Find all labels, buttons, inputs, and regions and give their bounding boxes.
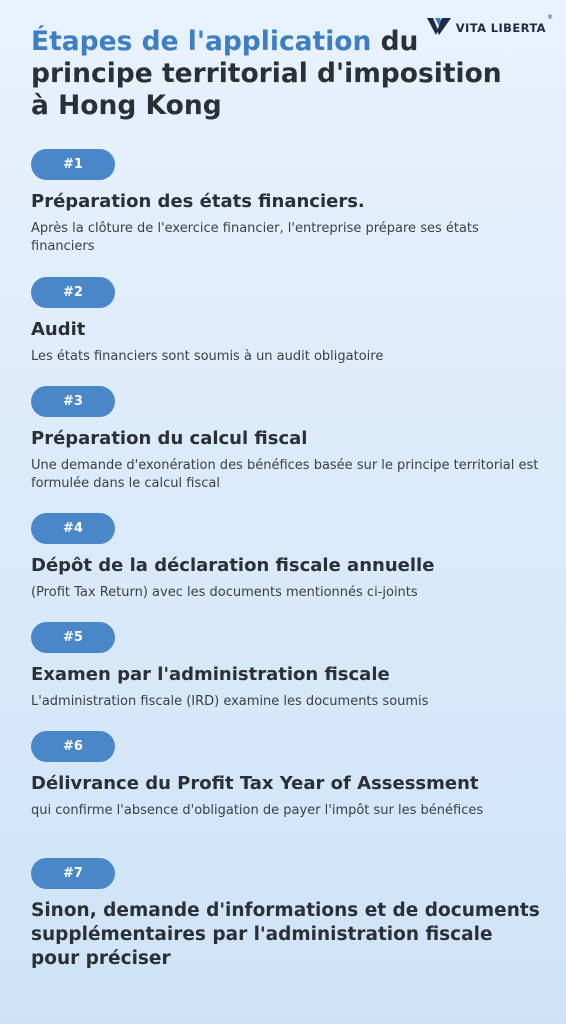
step-title: Examen par l'administration fiscale [31, 664, 390, 685]
step-1 [31, 149, 541, 256]
step-4 [31, 513, 541, 602]
step-title: Préparation du calcul fiscal [31, 428, 308, 449]
step-2 [31, 277, 541, 366]
step-badge: #7 [31, 858, 115, 889]
step-description: qui confirme l'absence d'obligation de payer l'impôt sur les bénéfices [31, 803, 484, 818]
step-5 [31, 622, 541, 711]
step-description: L'administration fiscale (IRD) examine les documents soumis [31, 694, 429, 709]
page-title-accent: Étapes de l'application [31, 26, 372, 57]
page-title [31, 26, 511, 122]
step-description: (Profit Tax Return) avec les documents mentionnés ci-joints [31, 585, 418, 600]
step-badge: #6 [31, 731, 115, 762]
step-badge: #2 [31, 277, 115, 308]
step-badge: #3 [31, 386, 115, 417]
step-badge: #1 [31, 149, 115, 180]
step-badge: #4 [31, 513, 115, 544]
step-description: Une demande d'exonération des bénéfices basée sur le principe territorial est formulée dans le calcul fiscal [31, 458, 539, 491]
step-title: Dépôt de la déclaration fiscale annuelle [31, 555, 435, 576]
step-title: Sinon, demande d'informations et de documents supplémentaires par l'administration fiscale pour préciser [31, 900, 540, 969]
step-6 [31, 731, 541, 820]
registered-mark: ® [547, 14, 553, 21]
step-7 [31, 858, 541, 971]
step-description: Les états financiers sont soumis à un audit obligatoire [31, 349, 384, 364]
brand-name: VITA LIBERTA [455, 21, 546, 35]
step-badge: #5 [31, 622, 115, 653]
step-3 [31, 386, 541, 493]
page-title-rest: du principe territorial d'imposition à Hong Kong [31, 26, 502, 121]
step-title: Audit [31, 319, 86, 340]
step-title: Préparation des états financiers. [31, 191, 365, 212]
step-title: Délivrance du Profit Tax Year of Assessment [31, 773, 479, 794]
step-description: Après la clôture de l'exercice financier, l'entreprise prépare ses états financiers [31, 221, 479, 254]
